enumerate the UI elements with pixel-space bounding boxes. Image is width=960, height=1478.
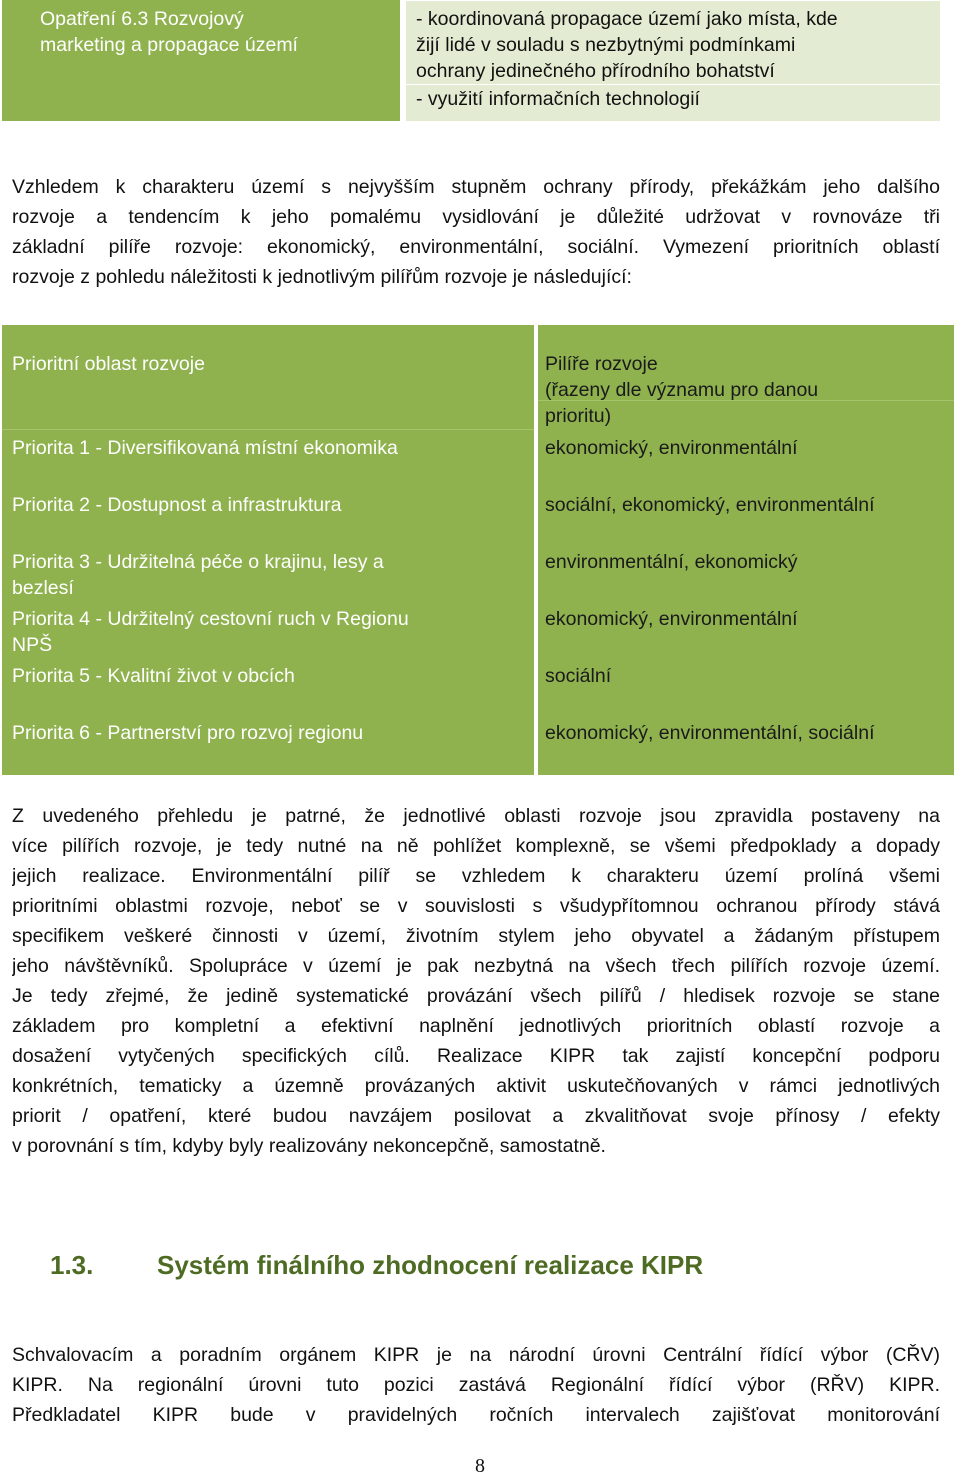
paragraph-line: specifikem veškeré činnosti v území, životním stylem jeho obyvatel a žádaným přístupem [12,925,940,947]
analysis-paragraph [12,801,940,1161]
priority-name-line: Priorita 3 - Udržitelná péče o krajinu, lesy a [12,551,384,573]
cell-divider [406,84,940,85]
paragraph-line: jeho návštěvníků. Spolupráce v území je pak nezbytná na všech třech pilířích rozvoje území. [12,955,940,977]
measure-description-line: ochrany jedinečného přírodního bohatství [416,60,775,82]
pillars-header-line: Pilíře rozvoje [545,353,658,375]
measure-table [2,0,940,121]
priority-name: Priorita 2 - Dostupnost a infrastruktura [12,494,342,516]
priority-pillars: sociální, ekonomický, environmentální [545,494,875,516]
priority-pillars: ekonomický, environmentální [545,608,798,630]
section-title: Systém finálního zhodnocení realizace KIPR [157,1250,704,1280]
paragraph-line: základní pilíře rozvoje: ekonomický, environmentální, sociální. Vymezení prioritních oblastí [12,236,940,258]
section-number: 1.3. [50,1250,94,1280]
measure-title [40,6,380,58]
paragraph-line: Schvalovacím a poradním orgánem KIPR je na národní úrovni Centrální řídící výbor (CŘV) [12,1344,940,1366]
paragraph-line: konkrétních, tematicky a územně provázaných aktivit uskutečňovaných v rámci jednotlivých [12,1075,940,1097]
priority-name-line: bezlesí [12,577,74,599]
priority-name: Priorita 1 - Diversifikovaná místní ekonomika [12,437,398,459]
paragraph-line: Vzhledem k charakteru území s nejvyšším stupněm ochrany přírody, překážkám jeho dalšího [12,176,940,198]
paragraph-line: prioritními oblastmi rozvoje, neboť se v souvislosti s všudypřítomnou ochranou přírody stává [12,895,940,917]
paragraph-line: rozvoje z pohledu náležitosti k jednotlivým pilířům rozvoje je následující: [12,266,632,288]
measure-description-line: žijí lidé v souladu s nezbytnými podmínkami [416,34,796,56]
paragraph-line: základem pro kompletní a efektivní naplnění jednotlivých prioritních oblastí rozvoje a [12,1015,940,1037]
pillars-header-line: (řazeny dle významu pro danou [545,379,819,401]
priority-name-line: NPŠ [12,634,53,656]
intro-paragraph [12,172,940,292]
paragraph-line: jejich realizace. Environmentální pilíř se vzhledem k charakteru území prolíná všemi [12,865,940,887]
priority-name: Priorita 6 - Partnerství pro rozvoj regionu [12,722,364,744]
paragraph-line: v porovnání s tím, kdyby byly realizovány nekoncepčně, samostatně. [12,1135,606,1157]
committee-paragraph [12,1340,940,1430]
priority-header: Prioritní oblast rozvoje [12,353,205,375]
priority-pillars: ekonomický, environmentální [545,437,798,459]
priority-pillars: environmentální, ekonomický [545,551,798,573]
paragraph-line: priorit / opatření, které budou navzájem posilovat a zkvalitňovat svoje přínosy / efekty [12,1105,940,1127]
pillars-header [545,351,818,429]
cell-divider [406,0,940,1]
measure-title-line: marketing a propagace území [40,34,298,56]
page-number: 8 [475,1455,485,1477]
measure-description-line: - využití informačních technologií [416,88,700,110]
priority-name-line: Priorita 4 - Udržitelný cestovní ruch v Regionu [12,608,409,630]
paragraph-line: Předkladatel KIPR bude v pravidelných ročních intervalech zajišťovat monitorování [12,1404,940,1426]
column-divider [534,325,538,775]
pillars-header-line: prioritu) [545,405,612,427]
paragraph-line: Je tedy zřejmé, že jedině systematické provázání všech pilířů / hledisek rozvoje se stane [12,985,940,1007]
measure-description-cell [406,0,940,121]
priority-pillars: ekonomický, environmentální, sociální [545,722,875,744]
measure-title-cell [2,0,400,121]
priority-name [12,606,409,658]
priority-pillars: sociální [545,665,612,687]
paragraph-line: rozvoje a tendencím k jeho pomalému vysidlování je důležité udržovat v rovnováze tři [12,206,940,228]
measure-description-line: - koordinovaná propagace území jako místa, kde [416,8,838,30]
measure-title-line: Opatření 6.3 Rozvojový [40,8,244,30]
paragraph-line: více pilířích rozvoje, je tedy nutné na ně pohlížet komplexně, se všemi předpoklady a dopady [12,835,940,857]
priority-name [12,549,384,601]
priority-table [2,325,954,775]
paragraph-line: KIPR. Na regionální úrovni tuto pozici zastává Regionální řídící výbor (RŘV) KIPR. [12,1374,940,1396]
paragraph-line: dosažení vytyčených specifických cílů. Realizace KIPR tak zajistí koncepční podporu [12,1045,940,1067]
priority-name: Priorita 5 - Kvalitní život v obcích [12,665,295,687]
paragraph-line: Z uvedeného přehledu je patrné, že jednotlivé oblasti rozvoje jsou zpravidla postaveny na [12,805,940,827]
row-divider [2,429,534,430]
